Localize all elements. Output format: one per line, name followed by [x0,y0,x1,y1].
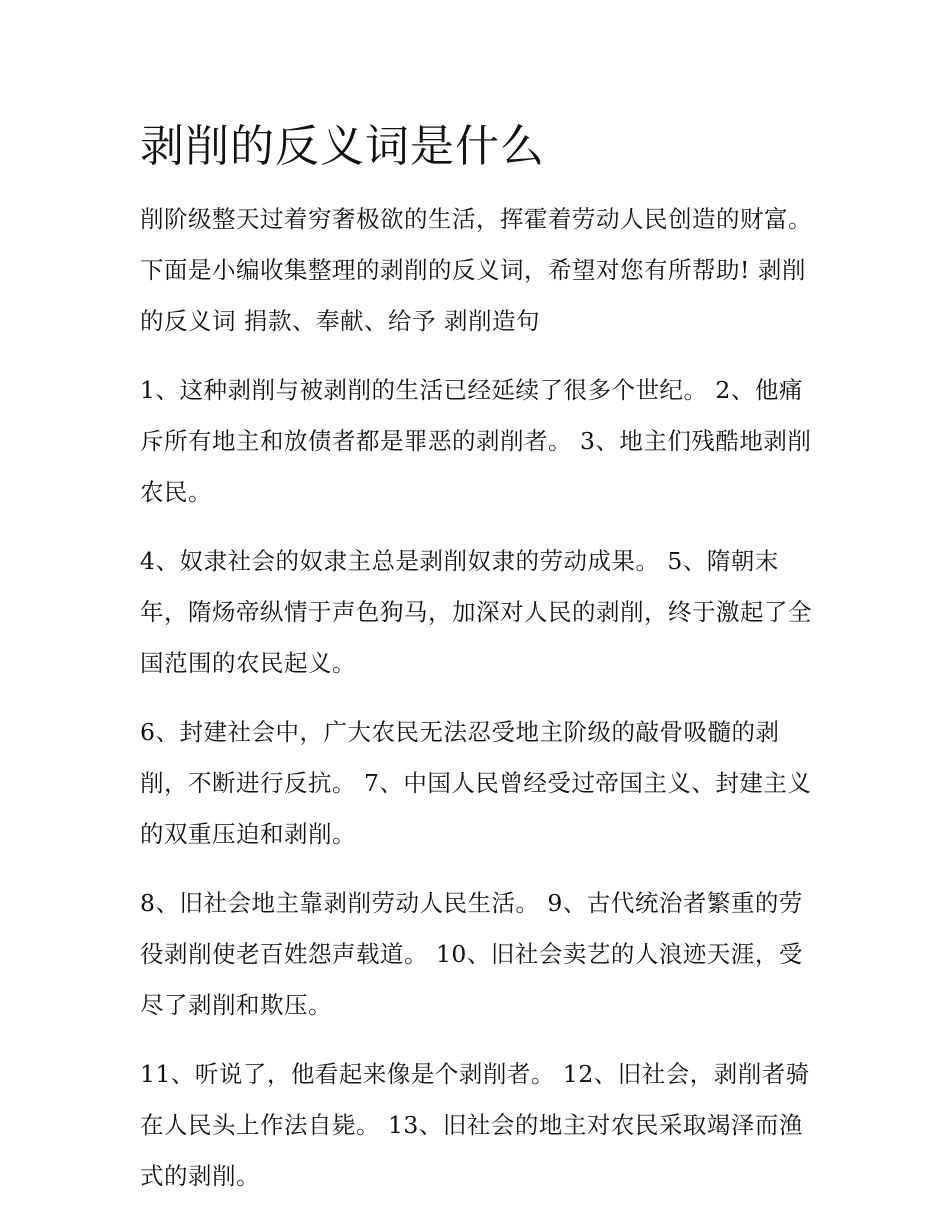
paragraph-examples-4-5: 4、奴隶社会的奴隶主总是剥削奴隶的劳动成果。 5、隋朝末年，隋炀帝纵情于声色狗马，加深对人民的剥削，终于激起了全国范围的农民起义。 [140,547,812,677]
paragraph-examples-11-13: 11、听说了，他看起来像是个剥削者。 12、旧社会，剥削者骑在人民头上作法自毙。 13、旧社会的地主对农民采取竭泽而渔式的剥削。 [140,1060,810,1190]
paragraph-intro: 削阶级整天过着穷奢极欲的生活，挥霍着劳动人民创造的财富。下面是小编收集整理的剥削的反义词，希望对您有所帮助! 剥削的反义词 捐款、奉献、给予 剥削造句 [140,205,812,335]
paragraph-examples-1-3: 1、这种剥削与被剥削的生活已经延续了很多个世纪。 2、他痛斥所有地主和放债者都是罪恶的剥削者。 3、地主们残酷地剥削农民。 [140,376,812,506]
paragraph-examples-8-10: 8、旧社会地主靠剥削劳动人民生活。 9、古代统治者繁重的劳役剥削使老百姓怨声载道。 10、旧社会卖艺的人浪迹天涯，受尽了剥削和欺压。 [140,889,803,1019]
page-title: 剥削的反义词是什么 [140,121,545,172]
document-body [140,112,820,1202]
paragraph-examples-6-7: 6、封建社会中，广大农民无法忍受地主阶级的敲骨吸髓的剥削，不断进行反抗。 7、中国人民曾经受过帝国主义、封建主义的双重压迫和剥削。 [140,718,812,848]
